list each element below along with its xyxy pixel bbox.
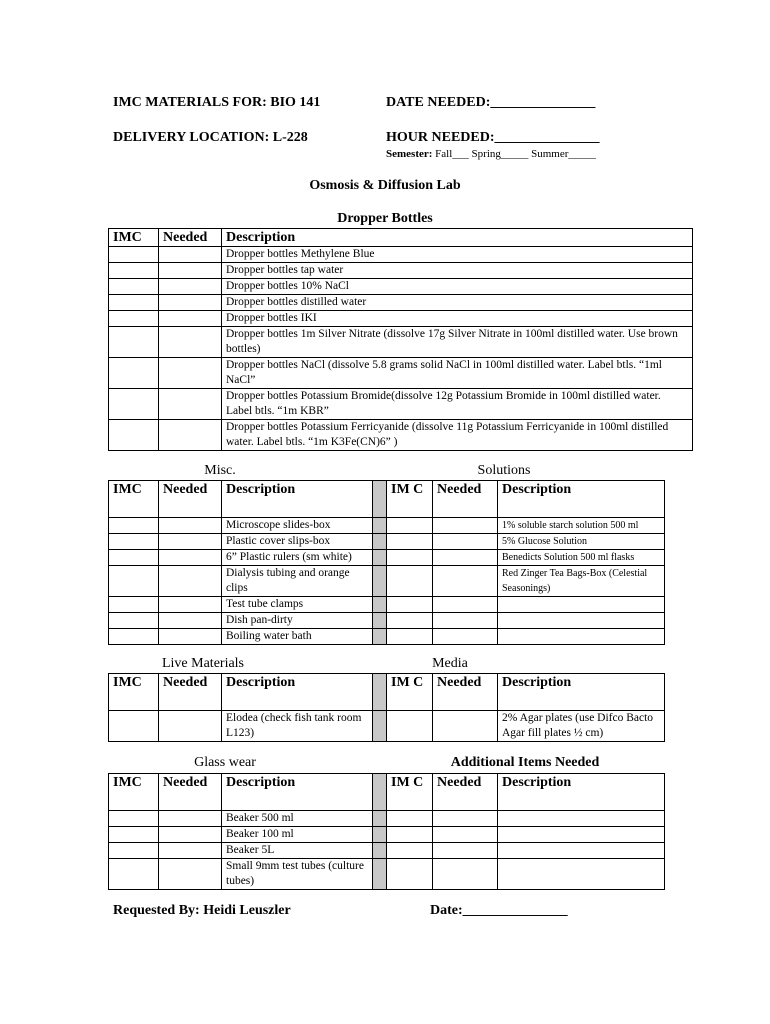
misc-item: Plastic cover slips-box bbox=[222, 534, 373, 550]
col-needed-right: Needed bbox=[433, 674, 498, 711]
table-row bbox=[109, 279, 693, 295]
col-imc: IMC bbox=[109, 674, 159, 711]
table-row bbox=[109, 827, 665, 843]
col-imc-right: IM C bbox=[387, 481, 433, 518]
semester-options: Fall___ Spring_____ Summer_____ bbox=[435, 148, 596, 160]
col-description-right: Description bbox=[498, 481, 665, 518]
glass-item: Beaker 5L bbox=[222, 843, 373, 859]
col-imc-right: IM C bbox=[387, 674, 433, 711]
col-description: Description bbox=[222, 674, 373, 711]
misc-item: Microscope slides-box bbox=[222, 518, 373, 534]
table-row bbox=[109, 420, 693, 451]
table-row bbox=[109, 550, 665, 566]
solution-item: Benedicts Solution 500 ml flasks bbox=[498, 550, 665, 566]
table-row bbox=[109, 247, 693, 263]
table-row bbox=[109, 613, 665, 629]
glass-item: Beaker 500 ml bbox=[222, 811, 373, 827]
divider-column bbox=[373, 481, 387, 518]
divider-column bbox=[373, 774, 387, 811]
dropper-item: Dropper bottles tap water bbox=[222, 263, 693, 279]
footer-date-field: Date:_______________ bbox=[430, 903, 568, 918]
live-section-title: Live Materials bbox=[161, 656, 245, 671]
col-imc: IMC bbox=[109, 481, 159, 518]
media-section-title: Media bbox=[432, 656, 468, 671]
table-row bbox=[109, 843, 665, 859]
dropper-item: Dropper bottles 1m Silver Nitrate (dissolve 17g Silver Nitrate in 100ml distilled water. Use brown bottles) bbox=[222, 327, 693, 358]
solution-item: Red Zinger Tea Bags-Box (Celestial Seasonings) bbox=[498, 566, 665, 597]
misc-item: Dialysis tubing and orange clips bbox=[222, 566, 373, 597]
col-description: Description bbox=[222, 229, 693, 247]
table-row bbox=[109, 327, 693, 358]
table-row bbox=[109, 711, 665, 742]
col-needed-right: Needed bbox=[433, 481, 498, 518]
glass-section-title: Glass wear bbox=[194, 755, 256, 770]
col-needed-right: Needed bbox=[433, 774, 498, 811]
solution-item: 1% soluble starch solution 500 ml bbox=[498, 518, 665, 534]
dropper-item: Dropper bottles Potassium Ferricyanide (dissolve 11g Potassium Ferricyanide in 100ml distilled water. Label btls. “1m K3Fe(CN)6” ) bbox=[222, 420, 693, 451]
lab-title: Osmosis & Diffusion Lab bbox=[309, 178, 461, 193]
requested-by-label: Requested By: Heidi Leuszler bbox=[113, 903, 291, 918]
table-row bbox=[109, 859, 665, 890]
glass-item: Beaker 100 ml bbox=[222, 827, 373, 843]
dropper-item: Dropper bottles Potassium Bromide(dissolve 12g Potassium Bromide in 100ml distilled water. Label btls. “1m KBR” bbox=[222, 389, 693, 420]
misc-solutions-table bbox=[108, 480, 665, 645]
semester-label: Semester: bbox=[386, 148, 433, 160]
table-row bbox=[109, 597, 665, 613]
col-imc: IMC bbox=[109, 774, 159, 811]
col-needed: Needed bbox=[159, 774, 222, 811]
glass-item: Small 9mm test tubes (culture tubes) bbox=[222, 859, 373, 890]
table-row bbox=[109, 566, 665, 597]
dropper-item: Dropper bottles distilled water bbox=[222, 295, 693, 311]
col-imc: IMC bbox=[109, 229, 159, 247]
table-row bbox=[109, 389, 693, 420]
table-row bbox=[109, 518, 665, 534]
dropper-section-title: Dropper Bottles bbox=[337, 211, 433, 226]
live-item: Elodea (check fish tank room L123) bbox=[222, 711, 373, 742]
misc-item: Boiling water bath bbox=[222, 629, 373, 645]
dropper-item: Dropper bottles NaCl (dissolve 5.8 grams solid NaCl in 100ml distilled water. Label btls. “1ml NaCl” bbox=[222, 358, 693, 389]
additional-section-title: Additional Items Needed bbox=[450, 755, 600, 770]
col-needed: Needed bbox=[159, 674, 222, 711]
live-media-table bbox=[108, 673, 665, 742]
dropper-item: Dropper bottles 10% NaCl bbox=[222, 279, 693, 295]
table-row bbox=[109, 263, 693, 279]
misc-item: Test tube clamps bbox=[222, 597, 373, 613]
semester-line bbox=[386, 148, 596, 160]
table-row bbox=[109, 629, 665, 645]
col-description-right: Description bbox=[498, 674, 665, 711]
misc-item: 6” Plastic rulers (sm white) bbox=[222, 550, 373, 566]
col-needed: Needed bbox=[159, 229, 222, 247]
dropper-item: Dropper bottles Methylene Blue bbox=[222, 247, 693, 263]
hour-needed-field: HOUR NEEDED:_______________ bbox=[386, 130, 600, 145]
table-row bbox=[109, 358, 693, 389]
misc-section-title: Misc. bbox=[204, 463, 236, 478]
delivery-location-label: DELIVERY LOCATION: L-228 bbox=[113, 130, 308, 145]
solutions-section-title: Solutions bbox=[477, 463, 531, 478]
table-row bbox=[109, 295, 693, 311]
table-row bbox=[109, 811, 665, 827]
glass-additional-table bbox=[108, 773, 665, 890]
col-description: Description bbox=[222, 481, 373, 518]
col-description-right: Description bbox=[498, 774, 665, 811]
col-description: Description bbox=[222, 774, 373, 811]
solution-item: 5% Glucose Solution bbox=[498, 534, 665, 550]
col-needed: Needed bbox=[159, 481, 222, 518]
materials-for-label: IMC MATERIALS FOR: BIO 141 bbox=[113, 95, 321, 110]
table-row bbox=[109, 311, 693, 327]
media-item: 2% Agar plates (use Difco Bacto Agar fill plates ½ cm) bbox=[498, 711, 665, 742]
col-imc-right: IM C bbox=[387, 774, 433, 811]
divider-column bbox=[373, 674, 387, 711]
dropper-item: Dropper bottles IKI bbox=[222, 311, 693, 327]
date-needed-field: DATE NEEDED:_______________ bbox=[386, 95, 596, 110]
table-row bbox=[109, 534, 665, 550]
misc-item: Dish pan-dirty bbox=[222, 613, 373, 629]
dropper-table bbox=[108, 228, 693, 451]
